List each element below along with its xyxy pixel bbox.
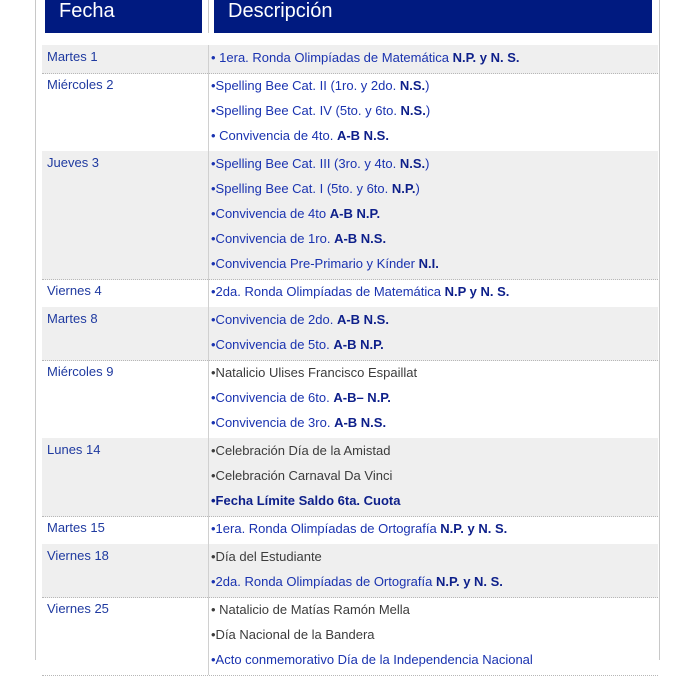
event-level: A-B N.S.	[334, 415, 387, 430]
column-separator	[208, 307, 209, 360]
event-item	[211, 624, 654, 649]
event-item	[211, 100, 654, 125]
event-item	[211, 228, 654, 253]
table-row	[42, 279, 658, 308]
event-item	[211, 75, 654, 100]
table-row	[42, 151, 658, 280]
event-text: •Día del Estudiante	[211, 549, 322, 564]
row-description	[211, 47, 654, 72]
event-item	[211, 362, 654, 387]
row-date: Lunes 14	[47, 442, 101, 457]
event-text: •Spelling Bee Cat. IV (5to. y 6to.	[211, 103, 401, 118]
event-text-suffix: )	[425, 103, 431, 118]
row-date: Miércoles 2	[47, 77, 114, 92]
event-item	[211, 571, 654, 596]
column-separator	[208, 438, 209, 516]
row-date: Viernes 25	[47, 601, 109, 616]
row-description	[211, 309, 654, 359]
table-row	[42, 516, 658, 545]
row-date: Martes 8	[47, 311, 98, 326]
event-text: •Spelling Bee Cat. I (5to. y 6to.	[211, 181, 392, 196]
event-level: N.S.	[399, 78, 426, 93]
event-item	[211, 599, 654, 624]
event-text: • 1era. Ronda Olimpíadas de Matemática	[211, 50, 453, 65]
event-item	[211, 465, 654, 490]
event-item	[211, 546, 654, 571]
row-description	[211, 281, 654, 306]
event-item	[211, 387, 654, 412]
row-date: Jueves 3	[47, 155, 100, 170]
event-level: A-B N.S.	[334, 231, 387, 246]
event-text: •Convivencia de 1ro.	[211, 231, 335, 246]
event-item	[211, 440, 654, 465]
event-item	[211, 47, 654, 72]
event-level: N.P. y N. S.	[452, 50, 520, 65]
column-separator	[208, 45, 209, 73]
row-date: Martes 1	[47, 49, 98, 64]
row-description	[211, 599, 654, 674]
column-separator	[208, 597, 209, 675]
row-description	[211, 518, 654, 543]
column-separator	[208, 360, 209, 438]
event-level: •Fecha Límite Saldo 6ta. Cuota	[211, 493, 401, 508]
row-date: Miércoles 9	[47, 364, 114, 379]
row-description	[211, 362, 654, 437]
column-separator	[208, 544, 209, 597]
header-separator	[208, 0, 209, 33]
event-text-suffix: )	[425, 156, 430, 171]
event-level: N.S.	[399, 156, 426, 171]
event-level: N.P. y N. S.	[440, 521, 508, 536]
event-level: N.P y N. S.	[444, 284, 510, 299]
page-frame-right	[659, 0, 660, 660]
event-text: •Convivencia de 3ro.	[211, 415, 335, 430]
event-item	[211, 153, 654, 178]
row-description	[211, 440, 654, 515]
table-row	[42, 360, 658, 439]
event-text: •Celebración Carnaval Da Vinci	[211, 468, 393, 483]
event-text: •Celebración Día de la Amistad	[211, 443, 391, 458]
event-text: •Spelling Bee Cat. II (1ro. y 2do.	[211, 78, 400, 93]
event-level: N.P.	[391, 181, 416, 196]
event-text: • Convivencia de 4to.	[211, 128, 337, 143]
event-level: A-B N.P.	[329, 206, 381, 221]
row-date: Martes 15	[47, 520, 105, 535]
event-item	[211, 334, 654, 359]
event-text: •Convivencia de 4to	[211, 206, 330, 221]
event-text: •Acto conmemorativo Día de la Independencia Nacional	[211, 652, 533, 667]
event-text: •Convivencia Pre-Primario y Kínder	[211, 256, 419, 271]
column-separator	[208, 73, 209, 151]
event-text: •Convivencia de 2do.	[211, 312, 337, 327]
event-level: A-B N.S.	[336, 128, 389, 143]
event-text: •Spelling Bee Cat. III (3ro. y 4to.	[211, 156, 400, 171]
event-item	[211, 309, 654, 334]
event-text: •Día Nacional de la Bandera	[211, 627, 375, 642]
event-text-suffix: )	[425, 78, 430, 93]
row-description	[211, 546, 654, 596]
page-frame-left	[35, 0, 36, 660]
header-fecha: Fecha	[45, 0, 202, 33]
event-item	[211, 649, 654, 674]
table-row	[42, 73, 658, 152]
event-item	[211, 203, 654, 228]
row-description	[211, 75, 654, 150]
event-item	[211, 490, 654, 515]
event-item	[211, 518, 654, 543]
event-text: •Convivencia de 6to.	[211, 390, 334, 405]
table-row	[42, 45, 658, 74]
event-item	[211, 281, 654, 306]
event-text-suffix: )	[415, 181, 420, 196]
table-row	[42, 597, 658, 676]
event-text: •2da. Ronda Olimpíadas de Ortografía	[211, 574, 436, 589]
row-date: Viernes 18	[47, 548, 109, 563]
row-date: Viernes 4	[47, 283, 102, 298]
event-level: N.S.	[400, 103, 426, 118]
column-separator	[208, 516, 209, 544]
event-text: •Convivencia de 5to.	[211, 337, 334, 352]
event-level: N.P. y N. S.	[435, 574, 503, 589]
event-level: A-B N.S.	[336, 312, 389, 327]
event-text: •2da. Ronda Olimpíadas de Matemática	[211, 284, 445, 299]
event-text: • Natalicio de Matías Ramón Mella	[211, 602, 410, 617]
table-row	[42, 307, 658, 361]
column-separator	[208, 151, 209, 279]
event-text: •Natalicio Ulises Francisco Espaillat	[211, 365, 418, 380]
event-item	[211, 178, 654, 203]
event-item	[211, 253, 654, 278]
event-level: A-B N.P.	[333, 337, 384, 352]
event-level: N.I.	[418, 256, 439, 271]
column-separator	[208, 279, 209, 307]
event-item	[211, 412, 654, 437]
event-text: •1era. Ronda Olimpíadas de Ortografía	[211, 521, 441, 536]
table-row	[42, 438, 658, 517]
header-descripcion: Descripción	[214, 0, 652, 33]
table-row	[42, 544, 658, 598]
row-description	[211, 153, 654, 278]
event-level: A-B– N.P.	[333, 390, 391, 405]
event-item	[211, 125, 654, 150]
